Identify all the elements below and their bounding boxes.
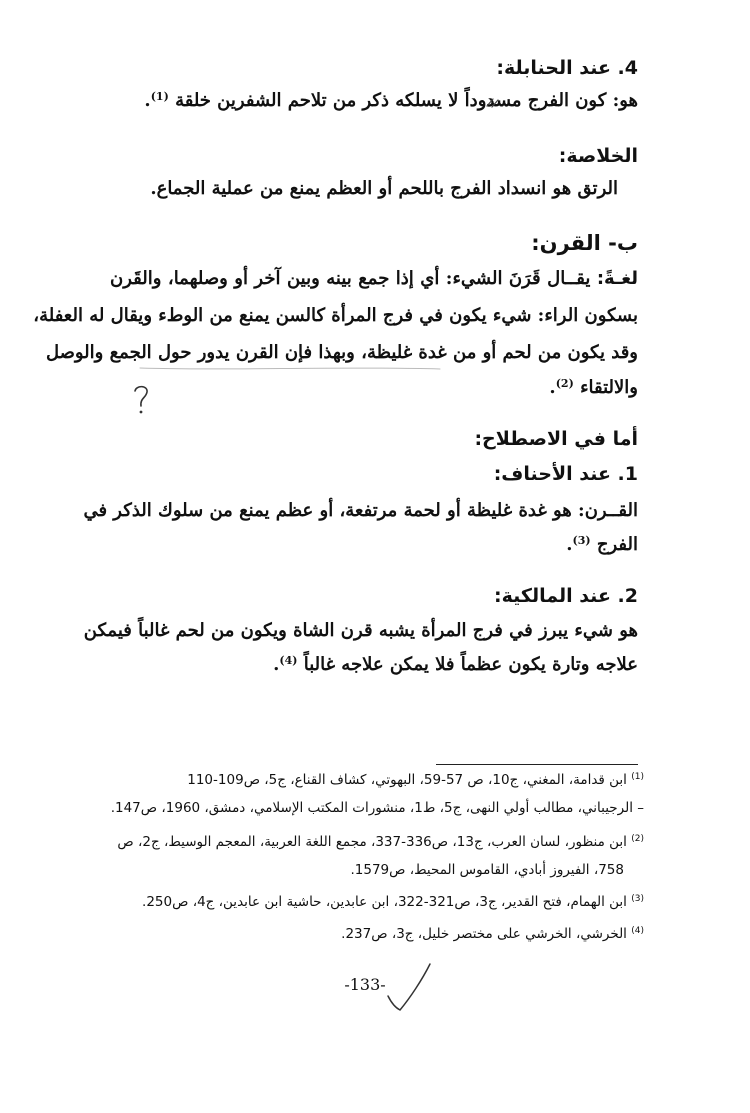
ahnaf-line-2	[110, 534, 638, 555]
summary-heading: الخلاصة:	[558, 145, 638, 167]
ahnaf-heading: 1. عند الأحناف:	[493, 463, 638, 485]
footnote-1-line-1	[104, 772, 644, 788]
footnote-4-text: الخرشي، الخرشي على مختصر خليل، ج3، ص237.	[341, 926, 627, 942]
qarn-line-1-text: يقــال قَرَنَ الشيء: أي إذا جمع بينه وبين آخر أو وصلهما، والقَرن	[110, 268, 591, 289]
pencil-underline-mark	[110, 362, 650, 376]
qarn-line-2: بسكون الراء: شيء يكون في فرج المرأة كالسن يمنع من الوطء ويقال له العفلة،	[33, 305, 638, 326]
malikiya-heading: 2. عند المالكية:	[494, 585, 638, 607]
hanabila-heading: 4. عند الحنابلة:	[496, 57, 638, 79]
ink-smudge-mark	[484, 96, 504, 110]
lugha-label: لغـةً:	[596, 268, 638, 289]
footnote-4-line-1	[104, 926, 644, 942]
malikiya-end: .	[273, 654, 280, 675]
footnote-2-line-2: 758، الفيروز أبادي، القاموس المحيط، ص1579.	[350, 862, 624, 878]
footnote-ref-2: (2)	[555, 377, 574, 390]
footnote-ref-4: (4)	[279, 654, 298, 667]
footnote-separator	[436, 764, 638, 765]
footnote-1-line-2: – الرجيباني، مطالب أولي النهى، ج5، ط1، منشورات المكتب الإسلامي، دمشق، 1960، ص147.	[110, 800, 644, 816]
qarn-line-4-text: والالتقاء	[580, 377, 638, 398]
ahnaf-line-2-text: الفرج	[596, 534, 638, 555]
qarn-line-4	[110, 377, 638, 398]
qarn-line-3: وقد يكون من لحم أو من غدة غليظة، وبهذا فإن القرن يدور حول الجمع والوصل	[45, 342, 638, 363]
hanabila-definition-text: هو: كون الفرج مسدوداً لا يسلكه ذكر من تلاحم الشفرين خلقة	[175, 90, 638, 111]
malikiya-line-1: هو شيء يبرز في فرج المرأة يشبه قرن الشاة ويكون من لحم غالباً فيمكن	[83, 620, 638, 641]
footnote-3-number: (3)	[631, 894, 644, 904]
hanabila-end: .	[144, 90, 151, 111]
ahnaf-line-1: القــرن: هو غدة غليظة أو لحمة مرتفعة، أو عظم يمنع من سلوك الذكر في	[83, 500, 638, 521]
footnote-1-number: (1)	[631, 772, 644, 782]
qarn-heading: ب- القرن:	[531, 231, 638, 255]
malikiya-line-2	[110, 654, 638, 675]
page-number: -133-	[344, 975, 386, 994]
qarn-line-1	[110, 268, 638, 289]
istilah-heading: أما في الاصطلاح:	[474, 428, 638, 450]
handwritten-check-mark	[382, 958, 442, 1020]
footnote-ref-1: (1)	[150, 90, 169, 103]
footnote-3-line-1	[104, 894, 644, 910]
footnote-2-line-1	[104, 834, 644, 850]
footnote-4-number: (4)	[631, 926, 644, 936]
hanabila-definition	[110, 90, 638, 111]
malikiya-line-2-text: علاجه وتارة يكون عظماً فلا يمكن علاجه غالباً	[303, 654, 638, 675]
handwritten-question-mark	[128, 382, 156, 416]
qarn-end: .	[549, 377, 556, 398]
footnote-2-text: ابن منظور، لسان العرب، ج13، ص336-337، مجمع اللغة العربية، المعجم الوسيط، ج2، ص	[117, 834, 627, 850]
ahnaf-end: .	[566, 534, 573, 555]
footnote-1-text: ابن قدامة، المغني، ج10، ص 57-59، البهوتي، كشاف القناع، ج5، ص109-110	[187, 772, 627, 788]
footnote-3-text: ابن الهمام، فتح القدير، ج3، ص321-322، ابن عابدين، حاشية ابن عابدين، ج4، ص250.	[142, 894, 627, 910]
summary-text: الرتق هو انسداد الفرج باللحم أو العظم يمنع من عملية الجماع.	[150, 178, 618, 199]
footnote-2-number: (2)	[631, 834, 644, 844]
footnote-ref-3: (3)	[572, 534, 591, 547]
